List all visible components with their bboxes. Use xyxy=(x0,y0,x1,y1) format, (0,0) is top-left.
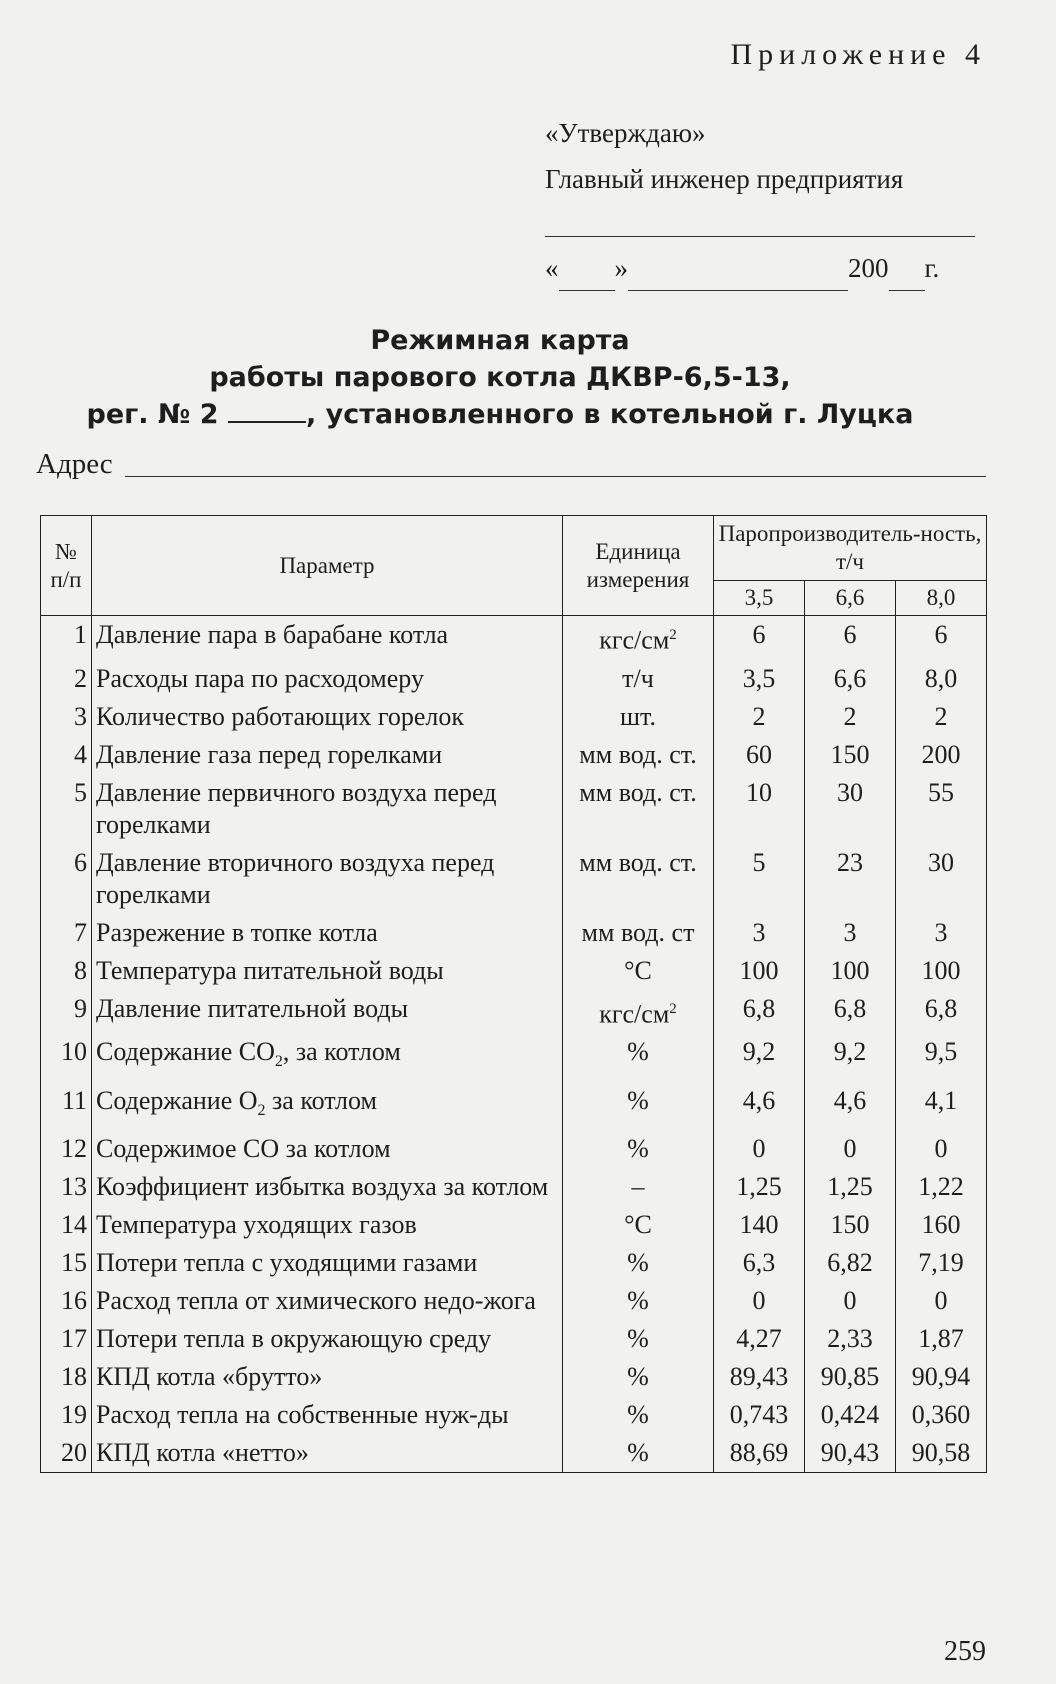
header-unit: Единица измерения xyxy=(563,516,714,616)
row-value-1: 60 xyxy=(714,736,805,774)
date-line xyxy=(545,245,985,291)
unit-text: кгс/см xyxy=(599,625,670,655)
parameter-subscript: 2 xyxy=(257,1101,266,1119)
row-value-1: 4,6 xyxy=(714,1082,805,1130)
row-value-3: 100 xyxy=(896,952,987,990)
date-day-blank xyxy=(559,262,615,291)
row-parameter xyxy=(92,1168,563,1206)
row-unit xyxy=(563,914,714,952)
row-value-2: 6 xyxy=(805,616,896,660)
row-value-1: 0 xyxy=(714,1282,805,1320)
unit-text: мм вод. ст xyxy=(581,917,695,947)
parameter-text: Разрежение в топке котла xyxy=(96,917,378,947)
unit-text: % xyxy=(627,1437,649,1467)
row-number: 10 xyxy=(41,1033,92,1081)
row-parameter xyxy=(92,774,563,844)
row-parameter xyxy=(92,660,563,698)
row-value-3: 2 xyxy=(896,698,987,736)
row-value-2: 2 xyxy=(805,698,896,736)
parameter-text: Потери тепла с уходящими газами xyxy=(96,1247,478,1277)
parameter-text: КПД котла «брутто» xyxy=(96,1361,323,1391)
table-row xyxy=(41,736,987,774)
unit-text: % xyxy=(627,1247,649,1277)
row-parameter xyxy=(92,698,563,736)
header-capacity-1: 3,5 xyxy=(714,581,805,616)
unit-text: мм вод. ст. xyxy=(579,739,697,769)
row-value-1: 1,25 xyxy=(714,1168,805,1206)
parameter-text: Температура питательной воды xyxy=(96,955,444,985)
title-line-3 xyxy=(40,396,960,433)
row-value-1: 2 xyxy=(714,698,805,736)
table-row xyxy=(41,698,987,736)
row-unit xyxy=(563,844,714,914)
title-reg-number: рег. № 2 xyxy=(86,399,219,430)
parameter-tail: за котлом xyxy=(265,1085,377,1115)
row-value-3: 4,1 xyxy=(896,1082,987,1130)
parameter-text: Содержание О xyxy=(96,1085,258,1115)
row-number: 6 xyxy=(41,844,92,914)
row-number: 11 xyxy=(41,1082,92,1130)
row-value-2: 100 xyxy=(805,952,896,990)
row-parameter xyxy=(92,1206,563,1244)
row-value-1: 10 xyxy=(714,774,805,844)
header-capacity-2: 6,6 xyxy=(805,581,896,616)
row-unit xyxy=(563,774,714,844)
row-parameter xyxy=(92,990,563,1034)
table-row xyxy=(41,952,987,990)
row-parameter xyxy=(92,914,563,952)
row-value-2: 150 xyxy=(805,1206,896,1244)
row-value-2: 0,424 xyxy=(805,1396,896,1434)
parameter-subscript: 2 xyxy=(274,1053,283,1071)
row-value-1: 6 xyxy=(714,616,805,660)
row-number: 17 xyxy=(41,1320,92,1358)
row-value-2: 2,33 xyxy=(805,1320,896,1358)
title-line-1: Режимная карта xyxy=(370,325,630,356)
table-row xyxy=(41,660,987,698)
row-number: 2 xyxy=(41,660,92,698)
approve-label: «Утверждаю» xyxy=(545,118,706,148)
row-value-2: 9,2 xyxy=(805,1033,896,1081)
reg-blank-line xyxy=(228,401,306,423)
row-value-2: 30 xyxy=(805,774,896,844)
row-unit xyxy=(563,952,714,990)
row-value-3: 0,360 xyxy=(896,1396,987,1434)
table-row xyxy=(41,1244,987,1282)
header-capacity: Паропроизводитель-ность, т/ч xyxy=(714,516,987,581)
table-row xyxy=(41,1206,987,1244)
date-open-quote: « xyxy=(545,253,559,283)
table-row xyxy=(41,1130,987,1168)
row-value-3: 90,58 xyxy=(896,1434,987,1473)
row-parameter xyxy=(92,1282,563,1320)
row-number: 12 xyxy=(41,1130,92,1168)
row-value-3: 6,8 xyxy=(896,990,987,1034)
date-year-prefix: 200 xyxy=(848,253,889,283)
row-parameter xyxy=(92,1434,563,1473)
table-row xyxy=(41,1396,987,1434)
row-number: 20 xyxy=(41,1434,92,1473)
unit-text: % xyxy=(627,1399,649,1429)
unit-text: % xyxy=(627,1133,649,1163)
approve-position: Главный инженер предприятия xyxy=(545,164,904,194)
row-unit xyxy=(563,698,714,736)
unit-text: – xyxy=(631,1171,645,1201)
row-value-3: 90,94 xyxy=(896,1358,987,1396)
row-value-2: 0 xyxy=(805,1282,896,1320)
row-value-3: 1,87 xyxy=(896,1320,987,1358)
row-value-1: 3 xyxy=(714,914,805,952)
parameter-text: Количество работающих горелок xyxy=(96,701,465,731)
table-row xyxy=(41,914,987,952)
row-unit xyxy=(563,1206,714,1244)
row-value-1: 5 xyxy=(714,844,805,914)
unit-text: % xyxy=(627,1037,649,1067)
unit-text: мм вод. ст. xyxy=(579,777,697,807)
unit-text: % xyxy=(627,1085,649,1115)
row-value-1: 89,43 xyxy=(714,1358,805,1396)
header-parameter: Параметр xyxy=(92,516,563,616)
table-row xyxy=(41,1082,987,1130)
row-number: 7 xyxy=(41,914,92,952)
header-number: № п/п xyxy=(41,516,92,616)
row-value-1: 4,27 xyxy=(714,1320,805,1358)
parameter-text: Расходы пара по расходомеру xyxy=(96,663,424,693)
row-value-1: 140 xyxy=(714,1206,805,1244)
unit-superscript: 2 xyxy=(669,627,677,643)
row-value-1: 6,3 xyxy=(714,1244,805,1282)
table-row xyxy=(41,1168,987,1206)
row-value-2: 6,82 xyxy=(805,1244,896,1282)
address-label: Адрес xyxy=(36,448,113,480)
unit-text: кгс/см xyxy=(599,999,670,1029)
row-number: 19 xyxy=(41,1396,92,1434)
table-row xyxy=(41,1434,987,1473)
row-unit xyxy=(563,736,714,774)
row-parameter xyxy=(92,616,563,660)
parameter-text: Температура уходящих газов xyxy=(96,1209,417,1239)
row-value-3: 7,19 xyxy=(896,1244,987,1282)
row-parameter xyxy=(92,1396,563,1434)
row-parameter xyxy=(92,1082,563,1130)
row-unit xyxy=(563,1282,714,1320)
date-close-quote: » xyxy=(614,253,628,283)
table-row xyxy=(41,616,987,660)
row-value-1: 3,5 xyxy=(714,660,805,698)
row-number: 18 xyxy=(41,1358,92,1396)
parameter-text: Давление питательной воды xyxy=(96,993,409,1023)
row-parameter xyxy=(92,1358,563,1396)
row-value-1: 0,743 xyxy=(714,1396,805,1434)
table-row xyxy=(41,1320,987,1358)
row-parameter xyxy=(92,844,563,914)
row-value-3: 9,5 xyxy=(896,1033,987,1081)
signature-line xyxy=(545,206,975,237)
row-number: 3 xyxy=(41,698,92,736)
parameter-text: Содержимое СО за котлом xyxy=(96,1133,391,1163)
row-value-2: 1,25 xyxy=(805,1168,896,1206)
row-unit xyxy=(563,1082,714,1130)
title-line-2: работы парового котла ДКВР-6,5-13, xyxy=(209,362,791,393)
row-value-2: 23 xyxy=(805,844,896,914)
row-unit xyxy=(563,1358,714,1396)
row-value-2: 90,43 xyxy=(805,1434,896,1473)
row-number: 5 xyxy=(41,774,92,844)
row-number: 9 xyxy=(41,990,92,1034)
address-field xyxy=(36,448,986,481)
unit-text: % xyxy=(627,1285,649,1315)
row-number: 13 xyxy=(41,1168,92,1206)
parameter-text: Давление пара в барабане котла xyxy=(96,620,449,649)
parameter-text: Расход тепла на собственные нуж-ды xyxy=(96,1399,509,1429)
row-unit xyxy=(563,1396,714,1434)
row-number: 4 xyxy=(41,736,92,774)
table-body xyxy=(41,616,987,1473)
parameter-text: Давление вторичного воздуха перед горелками xyxy=(96,847,495,909)
row-value-1: 9,2 xyxy=(714,1033,805,1081)
row-parameter xyxy=(92,1244,563,1282)
table-row xyxy=(41,844,987,914)
address-blank-line xyxy=(125,450,986,477)
parameter-text: Содержание СО xyxy=(96,1037,275,1067)
unit-text: °С xyxy=(624,1209,652,1239)
table-row xyxy=(41,1358,987,1396)
row-value-1: 100 xyxy=(714,952,805,990)
unit-text: мм вод. ст. xyxy=(579,847,697,877)
row-value-3: 3 xyxy=(896,914,987,952)
row-value-3: 200 xyxy=(896,736,987,774)
row-unit xyxy=(563,1033,714,1081)
row-number: 15 xyxy=(41,1244,92,1282)
row-unit xyxy=(563,1244,714,1282)
row-number: 8 xyxy=(41,952,92,990)
row-value-2: 0 xyxy=(805,1130,896,1168)
row-unit xyxy=(563,1320,714,1358)
date-month-blank xyxy=(628,262,848,291)
row-parameter xyxy=(92,1130,563,1168)
row-unit xyxy=(563,1168,714,1206)
unit-text: % xyxy=(627,1323,649,1353)
row-value-3: 6 xyxy=(896,616,987,660)
parameter-text: Давление газа перед горелками xyxy=(96,739,443,769)
row-unit xyxy=(563,990,714,1034)
approval-block xyxy=(545,110,985,291)
parameter-text: Расход тепла от химического недо-жога xyxy=(96,1285,536,1315)
row-value-2: 6,6 xyxy=(805,660,896,698)
row-number: 16 xyxy=(41,1282,92,1320)
row-unit xyxy=(563,660,714,698)
row-parameter xyxy=(92,736,563,774)
row-value-3: 55 xyxy=(896,774,987,844)
row-value-3: 1,22 xyxy=(896,1168,987,1206)
date-year-blank xyxy=(889,262,925,291)
table-row xyxy=(41,990,987,1034)
row-unit xyxy=(563,1130,714,1168)
row-number: 1 xyxy=(41,616,92,660)
document-title xyxy=(40,322,960,433)
row-value-1: 6,8 xyxy=(714,990,805,1034)
row-value-2: 6,8 xyxy=(805,990,896,1034)
mode-card-table xyxy=(40,515,987,1473)
row-parameter xyxy=(92,952,563,990)
table-row xyxy=(41,1282,987,1320)
table-row xyxy=(41,1033,987,1081)
row-value-1: 88,69 xyxy=(714,1434,805,1473)
page-number: 259 xyxy=(944,1636,986,1667)
parameter-text: Давление первичного воздуха перед горелками xyxy=(96,777,497,839)
header-capacity-3: 8,0 xyxy=(896,581,987,616)
row-number: 14 xyxy=(41,1206,92,1244)
parameter-text: КПД котла «нетто» xyxy=(96,1437,309,1467)
appendix-label: Приложение 4 xyxy=(730,38,986,71)
unit-text: % xyxy=(627,1361,649,1391)
title-location: , установленного в котельной г. Луцка xyxy=(306,399,914,430)
parameter-tail: , за котлом xyxy=(282,1037,401,1067)
row-value-2: 90,85 xyxy=(805,1358,896,1396)
row-value-3: 0 xyxy=(896,1282,987,1320)
row-parameter xyxy=(92,1320,563,1358)
row-parameter xyxy=(92,1033,563,1081)
row-value-2: 3 xyxy=(805,914,896,952)
row-value-1: 0 xyxy=(714,1130,805,1168)
unit-text: °С xyxy=(624,955,652,985)
row-value-2: 4,6 xyxy=(805,1082,896,1130)
row-value-3: 30 xyxy=(896,844,987,914)
unit-text: шт. xyxy=(620,701,656,731)
unit-text: т/ч xyxy=(622,663,654,693)
row-value-2: 150 xyxy=(805,736,896,774)
parameter-text: Коэффициент избытка воздуха за котлом xyxy=(96,1171,549,1201)
row-unit xyxy=(563,1434,714,1473)
date-suffix: г. xyxy=(924,253,940,283)
parameter-text: Потери тепла в окружающую среду xyxy=(96,1323,492,1353)
unit-superscript: 2 xyxy=(669,1000,677,1017)
table-row xyxy=(41,774,987,844)
row-unit xyxy=(563,616,714,660)
row-value-3: 0 xyxy=(896,1130,987,1168)
row-value-3: 160 xyxy=(896,1206,987,1244)
row-value-3: 8,0 xyxy=(896,660,987,698)
